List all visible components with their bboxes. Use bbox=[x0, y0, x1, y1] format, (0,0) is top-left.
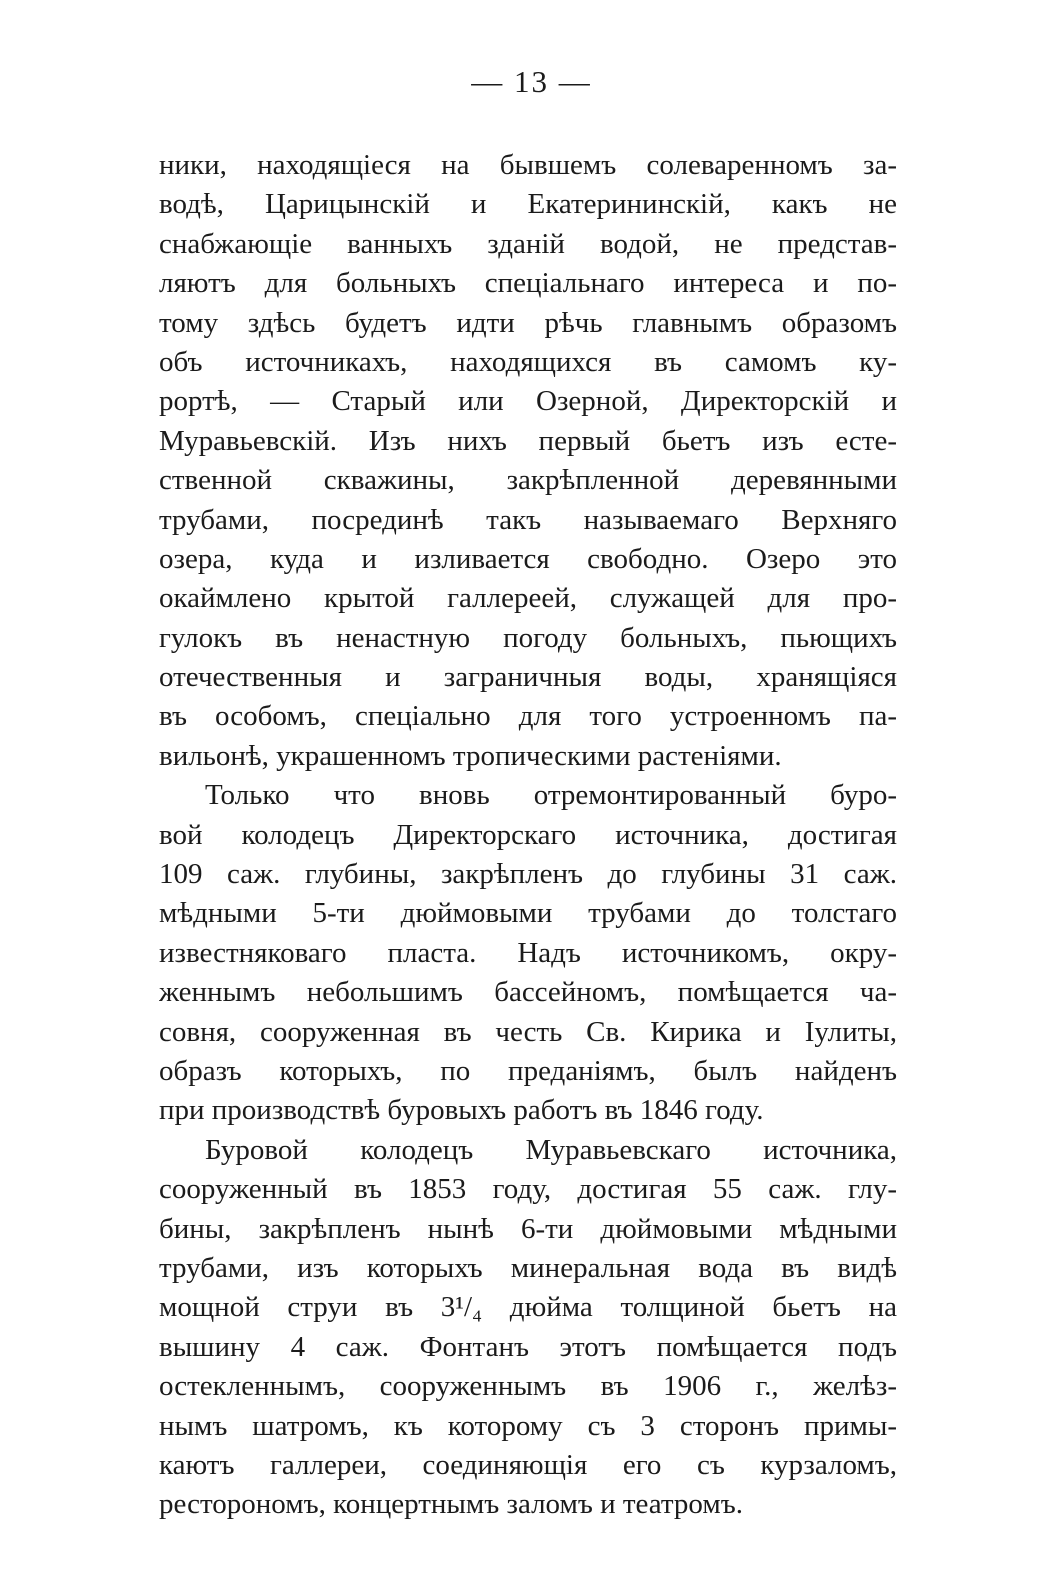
text-line: при производствѣ буровыхъ работъ въ 1846 году. bbox=[159, 1094, 764, 1127]
text-line: трубами, посрединѣ такъ называемаго Верхняго bbox=[159, 503, 897, 536]
text-line: мощной струи въ 3¹/₄ дюйма толщиной бьетъ на bbox=[159, 1291, 897, 1324]
text-line: окаймлено крытой галлереей, служащей для про- bbox=[159, 582, 897, 615]
text-line: нымъ шатромъ, къ которому съ 3 сторонъ примы- bbox=[159, 1409, 897, 1442]
page-number: — 13 — bbox=[471, 64, 592, 99]
text-line: 109 саж. глубины, закрѣпленъ до глубины 31 саж. bbox=[159, 858, 897, 891]
text-line: известняковаго пласта. Надъ источникомъ, окру- bbox=[159, 936, 897, 969]
text-line: вой колодецъ Директорскаго источника, достигая bbox=[159, 818, 897, 851]
text-line: Муравьевскій. Изъ нихъ первый бьетъ изъ есте- bbox=[159, 424, 897, 457]
text-line: водѣ, Царицынскій и Екатерининскій, какъ не bbox=[159, 188, 897, 221]
text-line: объ источникахъ, находящихся въ самомъ ку- bbox=[159, 345, 897, 378]
text-line: ляютъ для больныхъ спеціальнаго интереса и по- bbox=[159, 267, 897, 300]
text-line: ники, находящіеся на бывшемъ солеваренномъ за- bbox=[159, 149, 897, 181]
text-line: образъ которыхъ, по преданіямъ, былъ найденъ bbox=[159, 1054, 897, 1087]
text-line: ресторономъ, концертнымъ заломъ и театромъ. bbox=[159, 1488, 743, 1521]
text-line: вильонѣ, украшенномъ тропическими растеніями. bbox=[159, 739, 782, 772]
text-line: ственной скважины, закрѣпленной деревянными bbox=[159, 464, 897, 497]
text-line: трубами, изъ которыхъ минеральная вода въ видѣ bbox=[159, 1251, 897, 1284]
text-line: вышину 4 саж. Фонтанъ этотъ помѣщается подъ bbox=[159, 1330, 897, 1363]
text-line: совня, сооруженная въ честь Св. Кирика и Іулиты, bbox=[159, 1015, 897, 1048]
text-line: озера, куда и изливается свободно. Озеро это bbox=[159, 542, 897, 575]
body-text bbox=[159, 146, 897, 1525]
text-line: каютъ галлереи, соединяющія его съ курзаломъ, bbox=[159, 1448, 897, 1481]
text-line: бины, закрѣпленъ нынѣ 6-ти дюймовыми мѣдными bbox=[159, 1212, 897, 1245]
text-line: Буровой колодецъ Муравьевскаго источника, bbox=[205, 1133, 897, 1166]
text-line: остекленнымъ, сооруженнымъ въ 1906 г., желѣз- bbox=[159, 1370, 897, 1403]
text-line: гулокъ въ ненастную погоду больныхъ, пьющихъ bbox=[159, 621, 897, 654]
text-line: женнымъ небольшимъ бассейномъ, помѣщается ча- bbox=[159, 976, 897, 1009]
text-line: отечественныя и заграничныя воды, хранящіяся bbox=[159, 661, 897, 694]
text-line: рортѣ, — Старый или Озерной, Директорскій и bbox=[159, 385, 897, 418]
text-line: мѣдными 5-ти дюймовыми трубами до толстаго bbox=[159, 897, 897, 930]
text-line: въ особомъ, спеціально для того устроенномъ па- bbox=[159, 700, 897, 733]
text-line: тому здѣсь будетъ идти рѣчь главнымъ образомъ bbox=[159, 306, 897, 339]
text-line: сооруженный въ 1853 году, достигая 55 саж. глу- bbox=[159, 1173, 897, 1206]
text-line: снабжающіе ванныхъ зданій водой, не представ- bbox=[159, 227, 897, 260]
text-line: Только что вновь отремонтированный буро- bbox=[205, 779, 897, 812]
